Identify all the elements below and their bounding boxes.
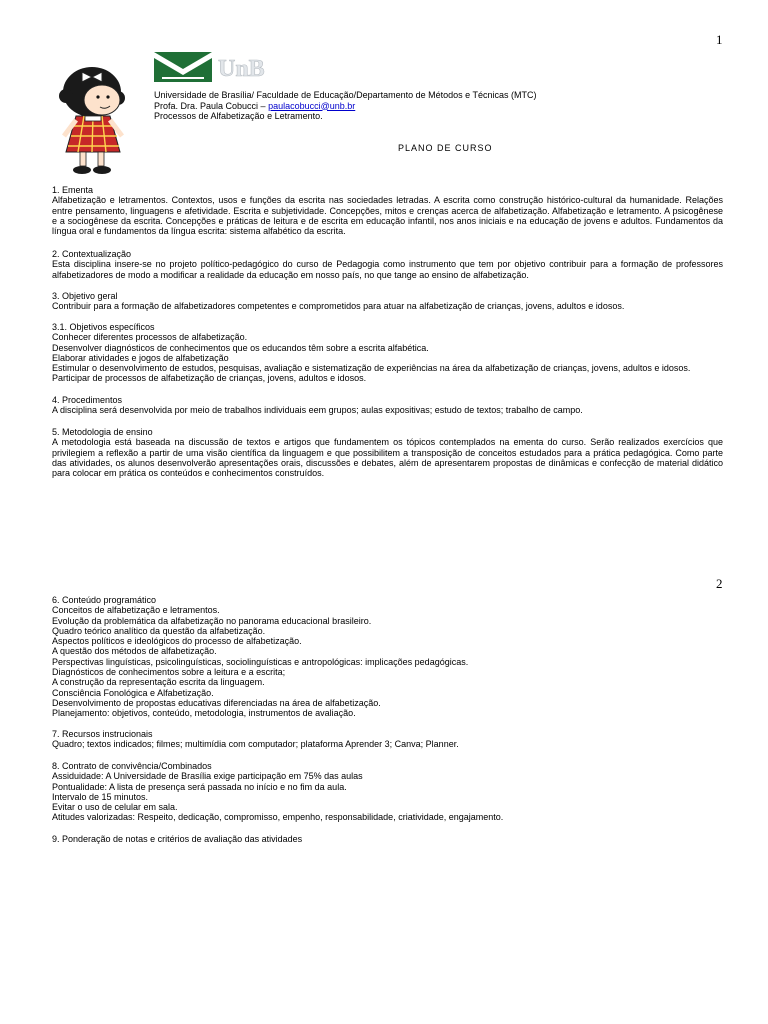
list-item: A construção da representação escrita da linguagem. [52, 677, 265, 688]
section-recursos [52, 729, 723, 750]
list-item: Evitar o uso de celular em sala. [52, 802, 178, 813]
section-contrato [52, 761, 723, 823]
mafalda-illustration [52, 66, 136, 178]
page-title: PLANO DE CURSO [398, 143, 493, 153]
institution-line: Universidade de Brasília/ Faculdade de Educação/Departamento de Métodos e Técnicas (MTC) [154, 90, 537, 100]
list-item: A questão dos métodos de alfabetização. [52, 646, 217, 657]
section-contextualizacao [52, 249, 723, 280]
section-procedimentos [52, 395, 723, 416]
section-heading: 4. Procedimentos [52, 395, 123, 405]
list-item: Planejamento: objetivos, conteúdo, metodologia, instrumentos de avaliação. [52, 708, 356, 719]
section-text: Esta disciplina insere-se no projeto político-pedagógico do curso de Pedagogia como instrumento que tem por objetivo contribuir para a formação de professores alfabetizadores de modo a modificar a realidade da educação em nosso país, no que tange ao ensino de alfabetização. [52, 259, 723, 280]
section-heading: 3.1. Objetivos específicos [52, 322, 155, 332]
list-item: Desenvolver diagnósticos de conhecimentos que os educandos têm sobre a escrita alfabética. [52, 342, 429, 353]
section-ponderacao [52, 834, 723, 844]
section-heading: 6. Conteúdo programático [52, 595, 157, 605]
page-number: 2 [716, 576, 723, 591]
list-item: Atitudes valorizadas: Respeito, dedicação, compromisso, empenho, responsabilidade, criatividade, engajamento. [52, 812, 504, 823]
section-metodologia [52, 427, 723, 478]
section-heading: 5. Metodologia de ensino [52, 427, 153, 437]
section-heading: 7. Recursos instrucionais [52, 729, 153, 739]
list-item: Consciência Fonológica e Alfabetização. [52, 687, 214, 698]
section-heading: 2. Contextualização [52, 249, 132, 259]
list-item: Perspectivas linguísticas, psicolinguísticas, sociolinguísticas e antropológicas: implicações pedagógicas. [52, 656, 469, 667]
unb-logo [154, 52, 272, 82]
list-item: Pontualidade: A lista de presença será passada no início e no fim da aula. [52, 781, 347, 792]
section-heading: 3. Objetivo geral [52, 291, 118, 301]
document-header [154, 90, 537, 122]
list-item: Conhecer diferentes processos de alfabetização. [52, 332, 248, 343]
section-heading: 8. Contrato de convivência/Combinados [52, 761, 212, 771]
section-conteudo-programatico [52, 595, 723, 719]
list-item: Desenvolvimento de propostas educativas diferenciadas na área de alfabetização. [52, 697, 381, 708]
section-heading: 1. Ementa [52, 185, 94, 195]
section-text: Contribuir para a formação de alfabetizadores competentes e comprometidos para atuar na alfabetização de crianças, jovens, adultos e idosos. [52, 301, 625, 312]
list-item: Conceitos de alfabetização e letramentos. [52, 605, 220, 616]
list-item: Estimular o desenvolvimento de estudos, pesquisas, avaliação e sistematização de experiências na área da alfabetização de crianças, jovens, adultos e idosos. [52, 363, 691, 374]
page-number: 1 [716, 32, 723, 47]
list-item: Assiduidade: A Universidade de Brasília exige participação em 75% das aulas [52, 771, 363, 782]
email-link[interactable]: paulacobucci@unb.br [268, 100, 356, 111]
section-text: A disciplina será desenvolvida por meio de trabalhos individuais eem grupos; aulas expositivas; estudo de textos; trabalho de campo. [52, 405, 583, 416]
list-item: Evolução da problemática da alfabetização no panorama educacional brasileiro. [52, 615, 372, 626]
section-text: Quadro; textos indicados; filmes; multimídia com computador; plataforma Aprender 3; Canva; Planner. [52, 739, 459, 750]
list-item: Participar de processos de alfabetização de crianças, jovens, adultos e idosos. [52, 373, 367, 384]
section-objetivo-geral [52, 291, 723, 312]
professor-name: Profa. Dra. Paula Cobucci – [154, 100, 269, 111]
unb-logo-text: UnB [218, 56, 265, 82]
list-item: Elaborar atividades e jogos de alfabetização [52, 352, 229, 363]
section-objetivos-especificos [52, 322, 723, 384]
section-text: Alfabetização e letramentos. Contextos, usos e funções da escrita nas sociedades letradas. A escrita como construção histórico-cultural da humanidade. Relações entre pensamento, linguagens e afetividade. Escrita e subjetividade. Concepções, mitos e crenças acerca de alfabetização. Alfabetização e letramento. A psicogênese e a sociogênese da escrita. Concepções e práticas de leitura e de escrita em educação infantil, nos anos iniciais e na educação de jovens e adultos. Fundamentos da língua oral e fundamentos da língua escrita: sistema alfabético da escrita. [52, 195, 723, 237]
list-item: Aspectos políticos e ideológicos do processo de alfabetização. [52, 636, 302, 647]
list-item: Diagnósticos de conhecimentos sobre a leitura e a escrita; [52, 667, 286, 678]
section-text: A metodologia está baseada na discussão de textos e artigos que fundamentem os tópicos contemplados na ementa do curso. Serão realizados exercícios que privilegiem a reflexão a partir de uma visão científica da linguagem e que possibilitem a transposição de conceitos estudados para a prática pedagógica. Como parte das atividades, os alunos desenvolverão apresentações orais, discussões e debates, além de apresentarem propostas de dinâmicas e confecção de material didático para colocar em prática os conteúdos e conhecimentos construídos. [52, 437, 723, 479]
section-heading: 9. Ponderação de notas e critérios de avaliação das atividades [52, 834, 303, 844]
list-item: Quadro teórico analítico da questão da alfabetização. [52, 625, 266, 636]
course-name: Processos de Alfabetização e Letramento. [154, 111, 323, 122]
professor-line [154, 101, 537, 112]
section-ementa [52, 185, 723, 236]
list-item: Intervalo de 15 minutos. [52, 791, 149, 802]
